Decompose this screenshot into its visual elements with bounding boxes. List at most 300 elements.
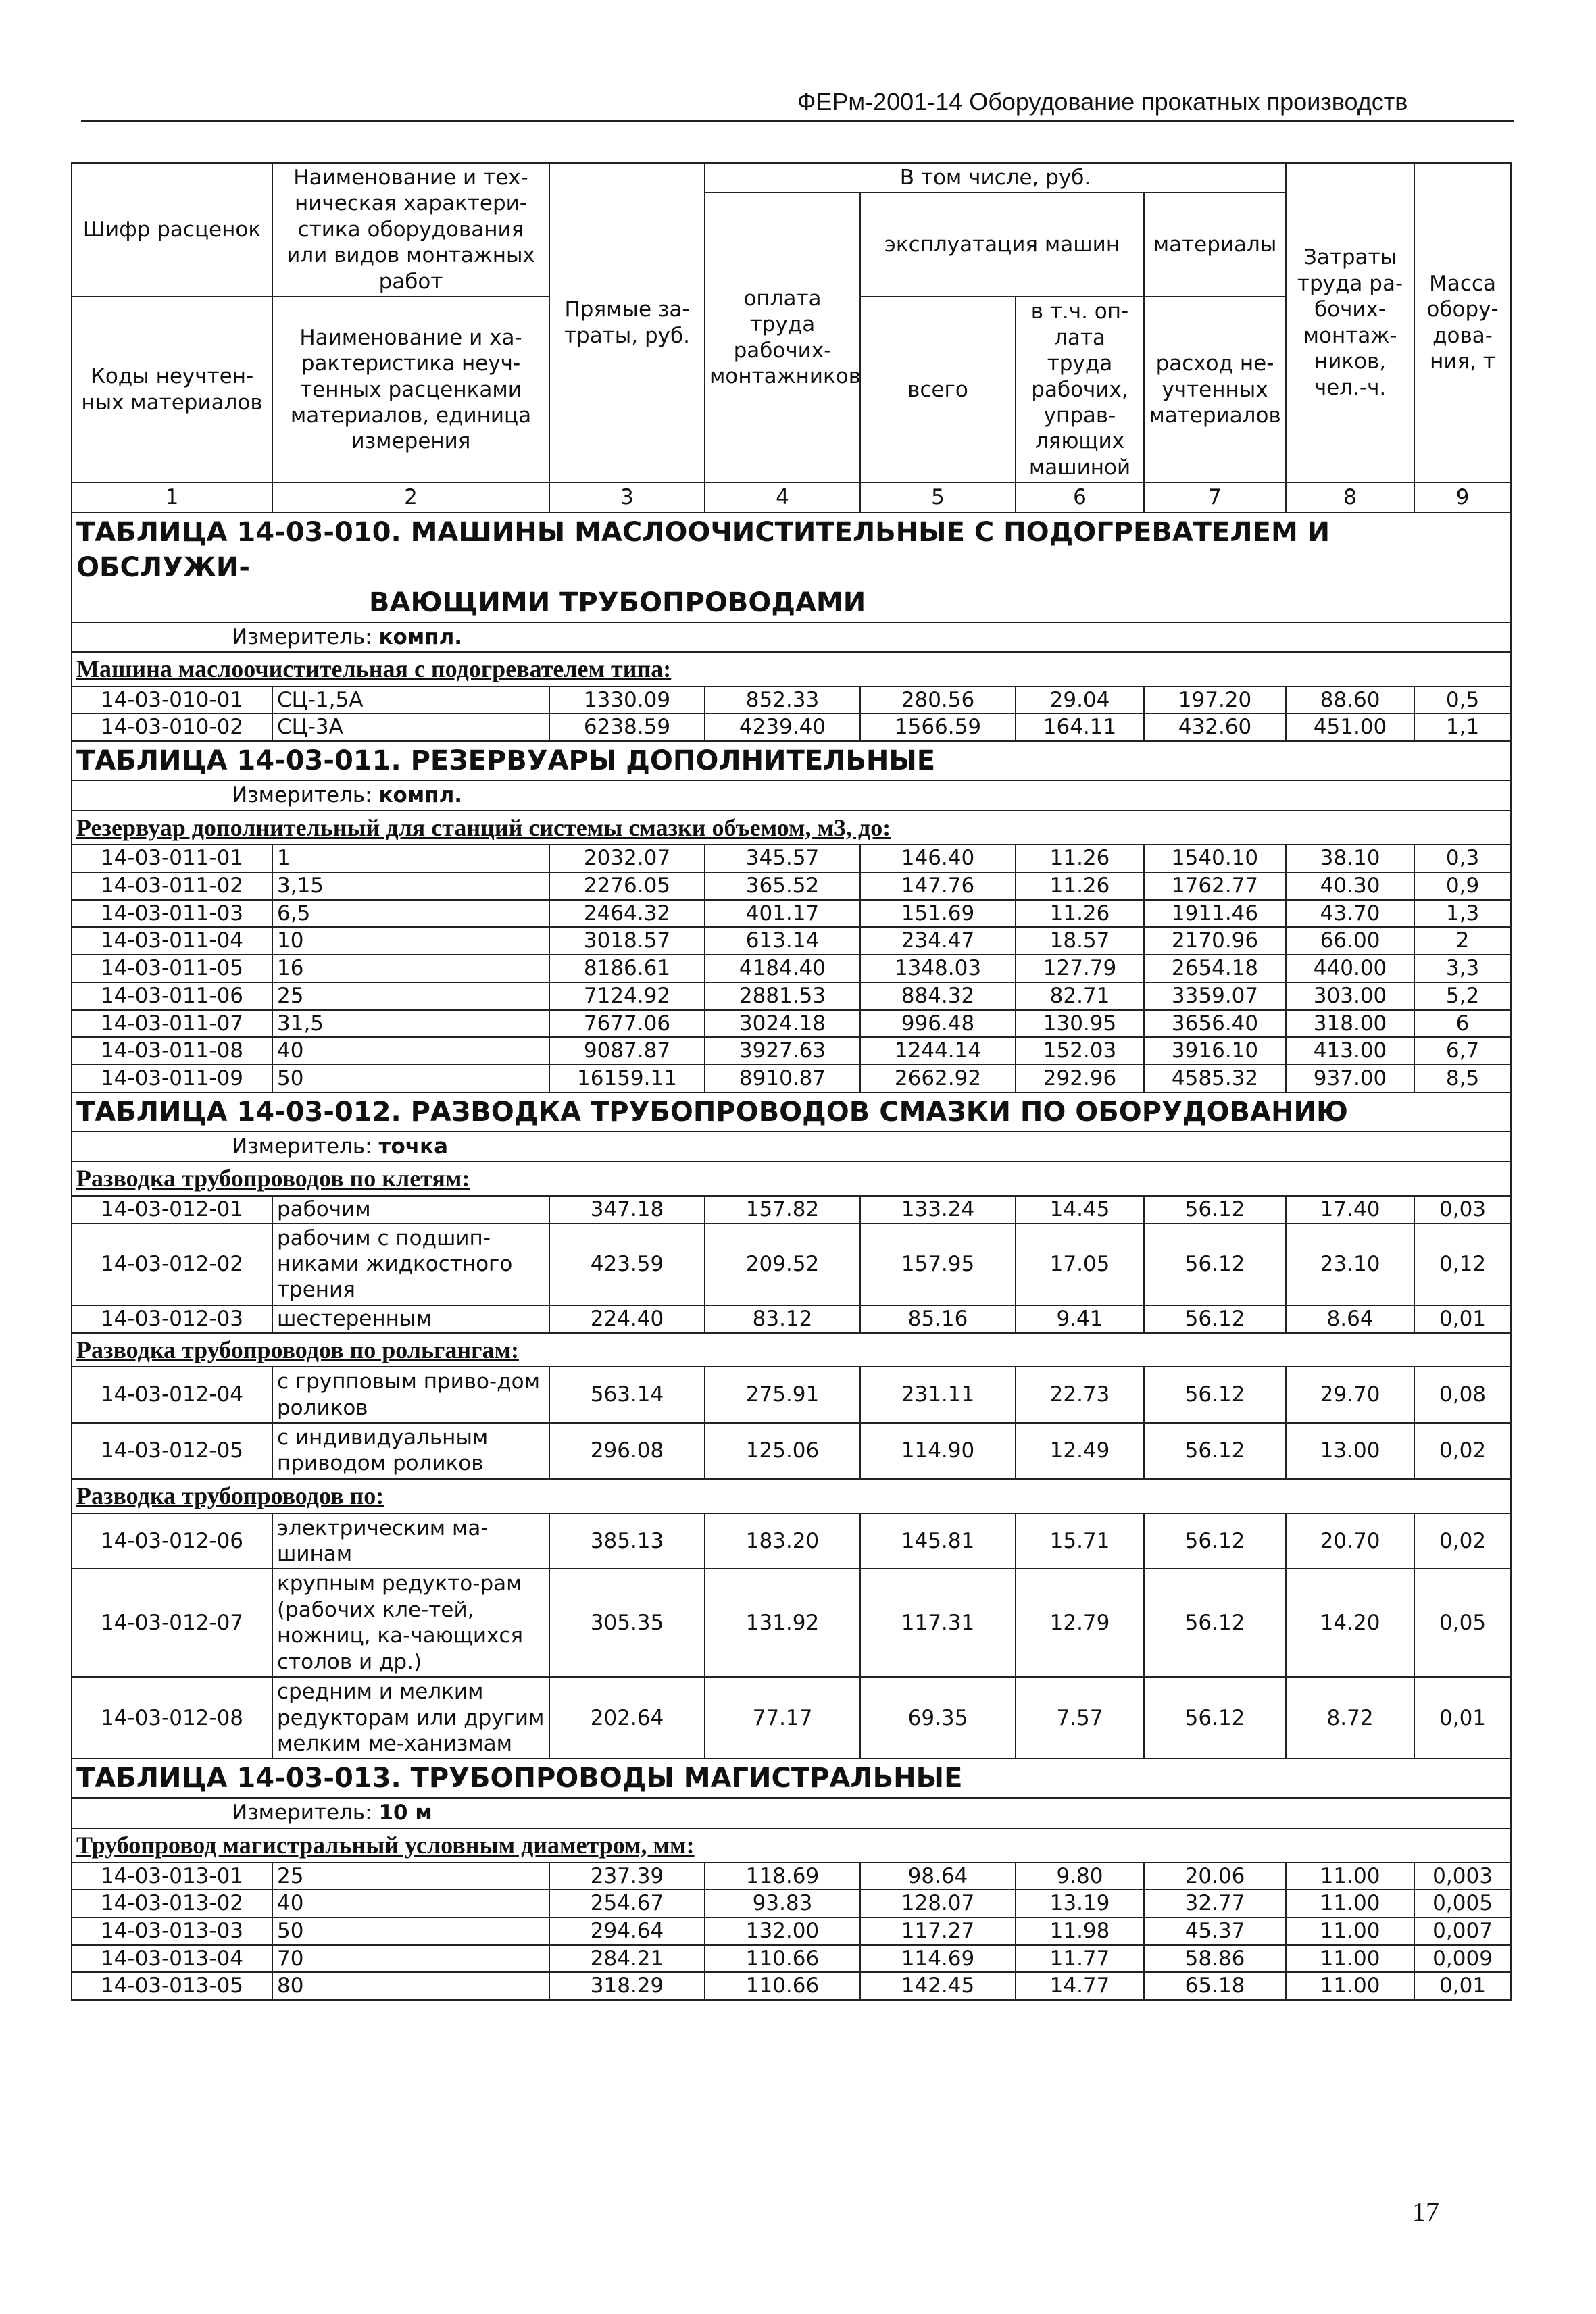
value-cell: 0,12 (1414, 1224, 1511, 1305)
value-cell: 110.66 (705, 1945, 860, 1973)
value-cell: 7124.92 (549, 982, 705, 1010)
work-name: с групповым приво-дом роликов (272, 1367, 549, 1423)
value-cell: 0,9 (1414, 872, 1511, 900)
group-caption: Трубопровод магистральный условным диаметром, мм: (72, 1828, 1511, 1863)
value-cell: 296.08 (549, 1423, 705, 1479)
value-cell: 280.56 (860, 686, 1016, 714)
value-cell: 8.64 (1286, 1305, 1414, 1333)
col-7-header: расход не-учтенных материалов (1144, 297, 1286, 482)
col-8-header: Затраты труда ра-бочих-монтаж-ников, чел.-ч. (1286, 163, 1414, 482)
rate-code: 14-03-013-02 (72, 1890, 272, 1917)
value-cell: 11.26 (1016, 845, 1144, 872)
work-name: 70 (272, 1945, 549, 1973)
value-cell: 11.00 (1286, 1890, 1414, 1917)
meter-line (72, 780, 1511, 810)
value-cell: 22.73 (1016, 1367, 1144, 1423)
value-cell: 0,03 (1414, 1196, 1511, 1224)
work-name: 40 (272, 1890, 549, 1917)
rate-code: 14-03-013-03 (72, 1917, 272, 1945)
meter-line (72, 622, 1511, 652)
value-cell: 3916.10 (1144, 1037, 1286, 1065)
value-cell: 133.24 (860, 1196, 1016, 1224)
value-cell: 0,5 (1414, 686, 1511, 714)
value-cell: 157.82 (705, 1196, 860, 1224)
value-cell: 3359.07 (1144, 982, 1286, 1010)
rate-code: 14-03-012-04 (72, 1367, 272, 1423)
value-cell: 0,005 (1414, 1890, 1511, 1917)
exploitation-header: эксплуатация машин (860, 193, 1144, 297)
table-row (72, 1423, 1511, 1479)
value-cell: 82.71 (1016, 982, 1144, 1010)
table-row (72, 927, 1511, 955)
table-row (72, 955, 1511, 982)
value-cell: 231.11 (860, 1367, 1016, 1423)
value-cell: 11.00 (1286, 1945, 1414, 1973)
rate-code: 14-03-011-06 (72, 982, 272, 1010)
value-cell: 1330.09 (549, 686, 705, 714)
value-cell: 0,007 (1414, 1917, 1511, 1945)
rate-code: 14-03-012-03 (72, 1305, 272, 1333)
value-cell: 11.26 (1016, 900, 1144, 928)
value-cell: 11.00 (1286, 1917, 1414, 1945)
column-number: 2 (272, 482, 549, 512)
value-cell: 1,1 (1414, 713, 1511, 741)
work-name: 16 (272, 955, 549, 982)
value-cell: 2654.18 (1144, 955, 1286, 982)
rates-table (71, 162, 1512, 2001)
work-name: крупным редукто-рам (рабочих кле-тей, ножниц, ка-чающихся столов и др.) (272, 1569, 549, 1677)
work-name: с индивидуальным приводом роликов (272, 1423, 549, 1479)
value-cell: 1,3 (1414, 900, 1511, 928)
work-name: рабочим с подшип-никами жидкостного трения (272, 1224, 549, 1305)
work-name: шестеренным (272, 1305, 549, 1333)
value-cell: 77.17 (705, 1677, 860, 1759)
value-cell: 11.77 (1016, 1945, 1144, 1973)
meter-label: Измеритель: (232, 1801, 379, 1826)
value-cell: 14.20 (1286, 1569, 1414, 1677)
rate-code: 14-03-011-09 (72, 1065, 272, 1092)
value-cell: 56.12 (1144, 1423, 1286, 1479)
column-number: 4 (705, 482, 860, 512)
value-cell: 0,01 (1414, 1972, 1511, 2000)
value-cell: 11.00 (1286, 1863, 1414, 1890)
column-number: 8 (1286, 482, 1414, 512)
value-cell: 58.86 (1144, 1945, 1286, 1973)
value-cell: 318.29 (549, 1972, 705, 2000)
value-cell: 11.98 (1016, 1917, 1144, 1945)
header-rule (81, 120, 1514, 122)
value-cell: 0,01 (1414, 1677, 1511, 1759)
group-caption: Машина маслоочистительная с подогревателем типа: (72, 652, 1511, 686)
table-header (72, 163, 1511, 513)
value-cell: 130.95 (1016, 1010, 1144, 1038)
column-number: 7 (1144, 482, 1286, 512)
value-cell: 8186.61 (549, 955, 705, 982)
group-header: В том числе, руб. (705, 163, 1286, 193)
value-cell: 1244.14 (860, 1037, 1016, 1065)
value-cell: 117.27 (860, 1917, 1016, 1945)
value-cell: 29.70 (1286, 1367, 1414, 1423)
value-cell: 1348.03 (860, 955, 1016, 982)
value-cell: 125.06 (705, 1423, 860, 1479)
value-cell: 2170.96 (1144, 927, 1286, 955)
column-number-row (72, 482, 1511, 512)
page-number: 17 (1412, 2196, 1439, 2227)
meter-label: Измеритель: (232, 624, 379, 649)
table-row (72, 1010, 1511, 1038)
value-cell: 17.40 (1286, 1196, 1414, 1224)
work-name: 25 (272, 982, 549, 1010)
col-2-bottom-header: Наименование и ха-рактеристика неуч-тенных расценками материалов, единица измерения (272, 297, 549, 482)
value-cell: 128.07 (860, 1890, 1016, 1917)
work-name: СЦ-1,5А (272, 686, 549, 714)
value-cell: 142.45 (860, 1972, 1016, 2000)
col-5-header: всего (860, 297, 1016, 482)
value-cell: 413.00 (1286, 1037, 1414, 1065)
work-name: электрическим ма-шинам (272, 1513, 549, 1569)
value-cell: 14.45 (1016, 1196, 1144, 1224)
rate-code: 14-03-012-07 (72, 1569, 272, 1677)
table-row (72, 713, 1511, 741)
value-cell: 2276.05 (549, 872, 705, 900)
value-cell: 2 (1414, 927, 1511, 955)
work-name: 50 (272, 1917, 549, 1945)
value-cell: 2464.32 (549, 900, 705, 928)
value-cell: 0,3 (1414, 845, 1511, 872)
col-9-header: Масса обору-дова-ния, т (1414, 163, 1511, 482)
rate-code: 14-03-013-01 (72, 1863, 272, 1890)
column-number: 1 (72, 482, 272, 512)
group-caption: Разводка трубопроводов по рольгангам: (72, 1333, 1511, 1367)
value-cell: 69.35 (860, 1677, 1016, 1759)
value-cell: 0,003 (1414, 1863, 1511, 1890)
value-cell: 40.30 (1286, 872, 1414, 900)
meter-unit: компл. (378, 783, 463, 808)
table-row (72, 1677, 1511, 1759)
rate-code: 14-03-010-02 (72, 713, 272, 741)
value-cell: 9.80 (1016, 1863, 1144, 1890)
work-name: СЦ-3А (272, 713, 549, 741)
value-cell: 56.12 (1144, 1305, 1286, 1333)
value-cell: 318.00 (1286, 1010, 1414, 1038)
value-cell: 294.64 (549, 1917, 705, 1945)
value-cell: 884.32 (860, 982, 1016, 1010)
table-row (72, 845, 1511, 872)
value-cell: 66.00 (1286, 927, 1414, 955)
value-cell: 20.06 (1144, 1863, 1286, 1890)
value-cell: 305.35 (549, 1569, 705, 1677)
section-title-line: ТАБЛИЦА 14-03-013. ТРУБОПРОВОДЫ МАГИСТРАЛЬНЫЕ (76, 1763, 963, 1794)
section-title-line: ВАЮЩИМИ ТРУБОПРОВОДАМИ (369, 586, 866, 618)
rate-code: 14-03-012-05 (72, 1423, 272, 1479)
value-cell: 303.00 (1286, 982, 1414, 1010)
rate-code: 14-03-011-02 (72, 872, 272, 900)
value-cell: 15.71 (1016, 1513, 1144, 1569)
value-cell: 563.14 (549, 1367, 705, 1423)
value-cell: 3656.40 (1144, 1010, 1286, 1038)
value-cell: 1911.46 (1144, 900, 1286, 928)
value-cell: 146.40 (860, 845, 1016, 872)
value-cell: 56.12 (1144, 1513, 1286, 1569)
work-name: 80 (272, 1972, 549, 2000)
group-caption: Разводка трубопроводов по: (72, 1479, 1511, 1513)
col-1-bottom-header: Коды неучтен-ных материалов (72, 297, 272, 482)
value-cell: 7677.06 (549, 1010, 705, 1038)
meter-line (72, 1132, 1511, 1161)
value-cell: 0,08 (1414, 1367, 1511, 1423)
section-title-line: ТАБЛИЦА 14-03-011. РЕЗЕРВУАРЫ ДОПОЛНИТЕЛЬНЫЕ (76, 745, 936, 777)
group-caption: Резервуар дополнительный для станций системы смазки объемом, м3, до: (72, 811, 1511, 845)
value-cell: 13.00 (1286, 1423, 1414, 1479)
value-cell: 16159.11 (549, 1065, 705, 1092)
table-row (72, 1972, 1511, 2000)
meter-unit: точка (378, 1134, 448, 1159)
value-cell: 56.12 (1144, 1569, 1286, 1677)
table-row (72, 1196, 1511, 1224)
rate-code: 14-03-013-05 (72, 1972, 272, 2000)
work-name: 31,5 (272, 1010, 549, 1038)
value-cell: 117.31 (860, 1569, 1016, 1677)
value-cell: 423.59 (549, 1224, 705, 1305)
section-title (72, 1759, 1511, 1798)
value-cell: 254.67 (549, 1890, 705, 1917)
table-row (72, 900, 1511, 928)
table-section (72, 1759, 1511, 2000)
column-number: 9 (1414, 482, 1511, 512)
value-cell: 183.20 (705, 1513, 860, 1569)
section-title (72, 741, 1511, 780)
value-cell: 56.12 (1144, 1224, 1286, 1305)
value-cell: 38.10 (1286, 845, 1414, 872)
col-2-top-header: Наименование и тех-ническая характери-стика оборудования или видов монтажных работ (272, 163, 549, 297)
col-6-header: в т.ч. оп-лата труда рабочих, управ-ляющих машиной (1016, 297, 1144, 482)
value-cell: 224.40 (549, 1305, 705, 1333)
rate-code: 14-03-012-01 (72, 1196, 272, 1224)
value-cell: 5,2 (1414, 982, 1511, 1010)
value-cell: 0,05 (1414, 1569, 1511, 1677)
value-cell: 202.64 (549, 1677, 705, 1759)
rate-code: 14-03-012-06 (72, 1513, 272, 1569)
materials-header: материалы (1144, 193, 1286, 297)
table-row (72, 1367, 1511, 1423)
value-cell: 0,02 (1414, 1513, 1511, 1569)
value-cell: 0,01 (1414, 1305, 1511, 1333)
value-cell: 9087.87 (549, 1037, 705, 1065)
value-cell: 1566.59 (860, 713, 1016, 741)
value-cell: 114.69 (860, 1945, 1016, 1973)
col-1-top-header: Шифр расценок (72, 163, 272, 297)
value-cell: 6 (1414, 1010, 1511, 1038)
value-cell: 20.70 (1286, 1513, 1414, 1569)
rate-code: 14-03-011-05 (72, 955, 272, 982)
value-cell: 83.12 (705, 1305, 860, 1333)
value-cell: 88.60 (1286, 686, 1414, 714)
rate-code: 14-03-011-08 (72, 1037, 272, 1065)
value-cell: 197.20 (1144, 686, 1286, 714)
value-cell: 114.90 (860, 1423, 1016, 1479)
value-cell: 284.21 (549, 1945, 705, 1973)
value-cell: 234.47 (860, 927, 1016, 955)
value-cell: 43.70 (1286, 900, 1414, 928)
value-cell: 145.81 (860, 1513, 1016, 1569)
work-name: 40 (272, 1037, 549, 1065)
value-cell: 275.91 (705, 1367, 860, 1423)
value-cell: 152.03 (1016, 1037, 1144, 1065)
rate-code: 14-03-012-02 (72, 1224, 272, 1305)
section-title-line: ТАБЛИЦА 14-03-010. МАШИНЫ МАСЛООЧИСТИТЕЛЬНЫЕ С ПОДОГРЕВАТЕЛЕМ И ОБСЛУЖИ- (76, 516, 1330, 583)
value-cell: 440.00 (1286, 955, 1414, 982)
value-cell: 347.18 (549, 1196, 705, 1224)
table-row (72, 1890, 1511, 1917)
rate-code: 14-03-013-04 (72, 1945, 272, 1973)
table-row (72, 1037, 1511, 1065)
table-row (72, 1224, 1511, 1305)
value-cell: 432.60 (1144, 713, 1286, 741)
column-number: 5 (860, 482, 1016, 512)
value-cell: 13.19 (1016, 1890, 1144, 1917)
value-cell: 131.92 (705, 1569, 860, 1677)
value-cell: 2881.53 (705, 982, 860, 1010)
table-row (72, 1945, 1511, 1973)
value-cell: 45.37 (1144, 1917, 1286, 1945)
work-name: 10 (272, 927, 549, 955)
value-cell: 401.17 (705, 900, 860, 928)
value-cell: 209.52 (705, 1224, 860, 1305)
value-cell: 2662.92 (860, 1065, 1016, 1092)
value-cell: 365.52 (705, 872, 860, 900)
value-cell: 6,7 (1414, 1037, 1511, 1065)
column-number: 3 (549, 482, 705, 512)
section-title-line: ТАБЛИЦА 14-03-012. РАЗВОДКА ТРУБОПРОВОДОВ СМАЗКИ ПО ОБОРУДОВАНИЮ (76, 1096, 1348, 1128)
value-cell: 0,02 (1414, 1423, 1511, 1479)
value-cell: 32.77 (1144, 1890, 1286, 1917)
rate-code: 14-03-012-08 (72, 1677, 272, 1759)
value-cell: 7.57 (1016, 1677, 1144, 1759)
table-section (72, 1092, 1511, 1759)
table-row (72, 872, 1511, 900)
value-cell: 23.10 (1286, 1224, 1414, 1305)
value-cell: 56.12 (1144, 1677, 1286, 1759)
value-cell: 0,009 (1414, 1945, 1511, 1973)
group-caption: Разводка трубопроводов по клетям: (72, 1161, 1511, 1196)
value-cell: 98.64 (860, 1863, 1016, 1890)
meter-unit: 10 м (378, 1801, 432, 1826)
rate-code: 14-03-011-07 (72, 1010, 272, 1038)
value-cell: 1540.10 (1144, 845, 1286, 872)
value-cell: 14.77 (1016, 1972, 1144, 2000)
table-row (72, 1863, 1511, 1890)
table-row (72, 686, 1511, 714)
table-row (72, 982, 1511, 1010)
value-cell: 237.39 (549, 1863, 705, 1890)
section-title (72, 513, 1511, 622)
value-cell: 151.69 (860, 900, 1016, 928)
value-cell: 18.57 (1016, 927, 1144, 955)
work-name: средним и мелким редукторам или другим мелким ме-ханизмам (272, 1677, 549, 1759)
value-cell: 3024.18 (705, 1010, 860, 1038)
value-cell: 93.83 (705, 1890, 860, 1917)
value-cell: 110.66 (705, 1972, 860, 2000)
meter-unit: компл. (378, 624, 463, 649)
value-cell: 132.00 (705, 1917, 860, 1945)
rate-code: 14-03-010-01 (72, 686, 272, 714)
value-cell: 4239.40 (705, 713, 860, 741)
value-cell: 613.14 (705, 927, 860, 955)
value-cell: 852.33 (705, 686, 860, 714)
value-cell: 3927.63 (705, 1037, 860, 1065)
work-name: 1 (272, 845, 549, 872)
rate-code: 14-03-011-03 (72, 900, 272, 928)
value-cell: 3,3 (1414, 955, 1511, 982)
work-name: 6,5 (272, 900, 549, 928)
value-cell: 8.72 (1286, 1677, 1414, 1759)
work-name: 3,15 (272, 872, 549, 900)
rate-code: 14-03-011-01 (72, 845, 272, 872)
value-cell: 8910.87 (705, 1065, 860, 1092)
work-name: рабочим (272, 1196, 549, 1224)
value-cell: 8,5 (1414, 1065, 1511, 1092)
meter-line (72, 1798, 1511, 1828)
value-cell: 4184.40 (705, 955, 860, 982)
value-cell: 11.26 (1016, 872, 1144, 900)
col-3-header: Прямые за-траты, руб. (549, 163, 705, 482)
column-number: 6 (1016, 482, 1144, 512)
running-header: ФЕРм-2001-14 Оборудование прокатных производств (797, 88, 1408, 116)
value-cell: 164.11 (1016, 713, 1144, 741)
table-row (72, 1305, 1511, 1333)
value-cell: 9.41 (1016, 1305, 1144, 1333)
value-cell: 3018.57 (549, 927, 705, 955)
value-cell: 996.48 (860, 1010, 1016, 1038)
value-cell: 4585.32 (1144, 1065, 1286, 1092)
value-cell: 65.18 (1144, 1972, 1286, 2000)
value-cell: 56.12 (1144, 1367, 1286, 1423)
value-cell: 157.95 (860, 1224, 1016, 1305)
section-title (72, 1092, 1511, 1132)
meter-label: Измеритель: (232, 1134, 379, 1159)
value-cell: 127.79 (1016, 955, 1144, 982)
table-row (72, 1569, 1511, 1677)
rate-code: 14-03-011-04 (72, 927, 272, 955)
table-section (72, 741, 1511, 1092)
value-cell: 11.00 (1286, 1972, 1414, 2000)
table-row (72, 1513, 1511, 1569)
col-4-header: оплата труда рабочих-монтажников (705, 193, 860, 482)
value-cell: 345.57 (705, 845, 860, 872)
value-cell: 292.96 (1016, 1065, 1144, 1092)
work-name: 50 (272, 1065, 549, 1092)
value-cell: 147.76 (860, 872, 1016, 900)
value-cell: 2032.07 (549, 845, 705, 872)
value-cell: 85.16 (860, 1305, 1016, 1333)
meter-label: Измеритель: (232, 783, 379, 808)
value-cell: 12.49 (1016, 1423, 1144, 1479)
value-cell: 118.69 (705, 1863, 860, 1890)
value-cell: 451.00 (1286, 713, 1414, 741)
value-cell: 385.13 (549, 1513, 705, 1569)
work-name: 25 (272, 1863, 549, 1890)
value-cell: 1762.77 (1144, 872, 1286, 900)
table-section (72, 513, 1511, 742)
value-cell: 937.00 (1286, 1065, 1414, 1092)
value-cell: 6238.59 (549, 713, 705, 741)
table-row (72, 1065, 1511, 1092)
value-cell: 29.04 (1016, 686, 1144, 714)
value-cell: 17.05 (1016, 1224, 1144, 1305)
table-row (72, 1917, 1511, 1945)
value-cell: 56.12 (1144, 1196, 1286, 1224)
value-cell: 12.79 (1016, 1569, 1144, 1677)
